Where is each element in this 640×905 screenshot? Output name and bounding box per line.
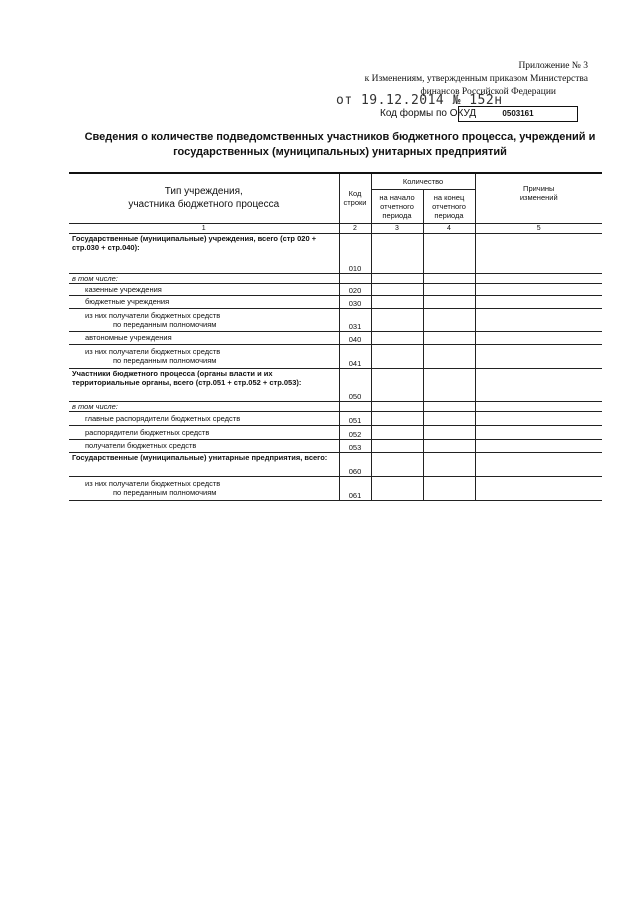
reasons-cell[interactable] (475, 331, 602, 344)
row-label-text: получатели бюджетных средств (85, 441, 197, 450)
row-label-subtext: по переданным полномочиям (113, 356, 217, 365)
row-label-text: главные распорядители бюджетных средств (85, 413, 241, 423)
row-label (69, 283, 339, 295)
col-num-5: 5 (475, 223, 602, 233)
okud-label: Код формы по ОКУД (380, 108, 477, 119)
reasons-cell[interactable] (475, 308, 602, 331)
header-start (371, 189, 423, 223)
end-cell[interactable] (423, 295, 475, 308)
table-row (69, 273, 602, 283)
header-type (69, 173, 339, 223)
row-label-text: из них получатели бюджетных средств (85, 479, 221, 488)
table-row (69, 233, 602, 273)
start-cell[interactable] (371, 401, 423, 411)
start-cell[interactable] (371, 308, 423, 331)
reasons-cell[interactable] (475, 344, 602, 368)
end-cell[interactable] (423, 401, 475, 411)
header-end-text: на конец отчетного периода (432, 192, 466, 220)
row-label (69, 411, 339, 425)
row-label (69, 401, 339, 411)
table-row (69, 452, 602, 476)
end-cell[interactable] (423, 452, 475, 476)
reasons-cell[interactable] (475, 452, 602, 476)
end-cell[interactable] (423, 476, 475, 500)
row-code: 040 (339, 331, 371, 344)
row-label-text: распорядители бюджетных средств (85, 427, 210, 437)
col-num-3: 3 (371, 223, 423, 233)
start-cell[interactable] (371, 476, 423, 500)
row-label-text: бюджетные учреждения (85, 297, 170, 306)
row-code: 020 (339, 283, 371, 295)
header-reasons (475, 173, 602, 223)
table-row (69, 411, 602, 425)
start-cell[interactable] (371, 331, 423, 344)
start-cell[interactable] (371, 344, 423, 368)
end-cell[interactable] (423, 368, 475, 401)
row-code: 051 (339, 411, 371, 425)
table-row (69, 308, 602, 331)
okud-code-box: 0503161 (458, 106, 578, 122)
row-code: 030 (339, 295, 371, 308)
reasons-cell[interactable] (475, 368, 602, 401)
appendix-line-1: Приложение № 3 (518, 61, 588, 71)
row-label-text: в том числе: (72, 401, 118, 411)
row-label-text: Государственные (муниципальные) учреждения, всего (стр 020 + стр.030 + стр.040): (72, 233, 317, 252)
table-row (69, 425, 602, 439)
row-label (69, 425, 339, 439)
row-code: 010 (339, 233, 371, 273)
start-cell[interactable] (371, 439, 423, 452)
row-label-text: Участники бюджетного процесса (органы власти и их территориальные органы, всего (стр.051 + стр.052 + стр.053): (72, 368, 302, 387)
end-cell[interactable] (423, 439, 475, 452)
row-label-text: из них получатели бюджетных средств (85, 347, 221, 356)
start-cell[interactable] (371, 452, 423, 476)
row-label-subtext: по переданным полномочиям (113, 488, 217, 497)
row-label (69, 273, 339, 283)
reasons-cell[interactable] (475, 283, 602, 295)
end-cell[interactable] (423, 273, 475, 283)
reasons-cell[interactable] (475, 425, 602, 439)
col-num-2: 2 (339, 223, 371, 233)
appendix-line-3: финансов Российской Федерации (420, 87, 556, 97)
row-code: 052 (339, 425, 371, 439)
reasons-cell[interactable] (475, 476, 602, 500)
appendix-line-2: к Изменениям, утвержденным приказом Министерства (364, 74, 588, 84)
row-code: 053 (339, 439, 371, 452)
header-code-text: Код строки (343, 189, 367, 208)
start-cell[interactable] (371, 273, 423, 283)
row-code (339, 273, 371, 283)
start-cell[interactable] (371, 233, 423, 273)
row-code (339, 401, 371, 411)
reasons-cell[interactable] (475, 411, 602, 425)
row-label-text: из них получатели бюджетных средств (85, 310, 221, 320)
end-cell[interactable] (423, 283, 475, 295)
row-label-text: Государственные (муниципальные) унитарные предприятия, всего: (72, 452, 328, 462)
end-cell[interactable] (423, 344, 475, 368)
table-row (69, 344, 602, 368)
start-cell[interactable] (371, 411, 423, 425)
row-label (69, 233, 339, 273)
end-cell[interactable] (423, 308, 475, 331)
row-label (69, 476, 339, 500)
reasons-cell[interactable] (475, 273, 602, 283)
row-code: 041 (339, 344, 371, 368)
header-start-text: на начало отчетного периода (379, 192, 415, 220)
row-label-text: в том числе: (72, 273, 118, 283)
header-reasons-text: Причины изменений (519, 184, 558, 202)
report-table (69, 172, 602, 501)
col-num-1: 1 (69, 223, 339, 233)
col-num-4: 4 (423, 223, 475, 233)
end-cell[interactable] (423, 425, 475, 439)
table-row (69, 368, 602, 401)
header-end (423, 189, 475, 223)
form-title: Сведения о количестве подведомственных участников бюджетного процесса, учреждений и государственных (муниципальных) унитарных предприятий (84, 131, 596, 158)
start-cell[interactable] (371, 368, 423, 401)
row-label (69, 331, 339, 344)
row-label (69, 308, 339, 331)
row-label (69, 368, 339, 401)
table-row (69, 401, 602, 411)
row-code: 061 (339, 476, 371, 500)
row-label-text: автономные учреждения (85, 333, 172, 342)
row-label-text: казенные учреждения (85, 284, 162, 294)
table-row (69, 283, 602, 295)
row-code: 050 (339, 368, 371, 401)
end-cell[interactable] (423, 233, 475, 273)
column-numbers-row (69, 223, 602, 233)
start-cell[interactable] (371, 283, 423, 295)
reasons-cell[interactable] (475, 233, 602, 273)
order-stamp: от 19.12.2014 № 152н (336, 93, 503, 108)
end-cell[interactable] (423, 331, 475, 344)
header-code (339, 173, 371, 223)
table-row (69, 331, 602, 344)
table-row (69, 439, 602, 452)
row-label-subtext: по переданным полномочиям (113, 319, 217, 329)
row-label (69, 344, 339, 368)
row-label (69, 295, 339, 308)
row-code: 060 (339, 452, 371, 476)
start-cell[interactable] (371, 425, 423, 439)
row-label (69, 439, 339, 452)
table-row (69, 295, 602, 308)
row-code: 031 (339, 308, 371, 331)
reasons-cell[interactable] (475, 295, 602, 308)
start-cell[interactable] (371, 295, 423, 308)
header-quantity: Количество (371, 173, 475, 189)
end-cell[interactable] (423, 411, 475, 425)
row-label (69, 452, 339, 476)
header-type-text: Тип учреждения, участника бюджетного процесса (128, 186, 280, 211)
reasons-cell[interactable] (475, 401, 602, 411)
reasons-cell[interactable] (475, 439, 602, 452)
table-row (69, 476, 602, 500)
